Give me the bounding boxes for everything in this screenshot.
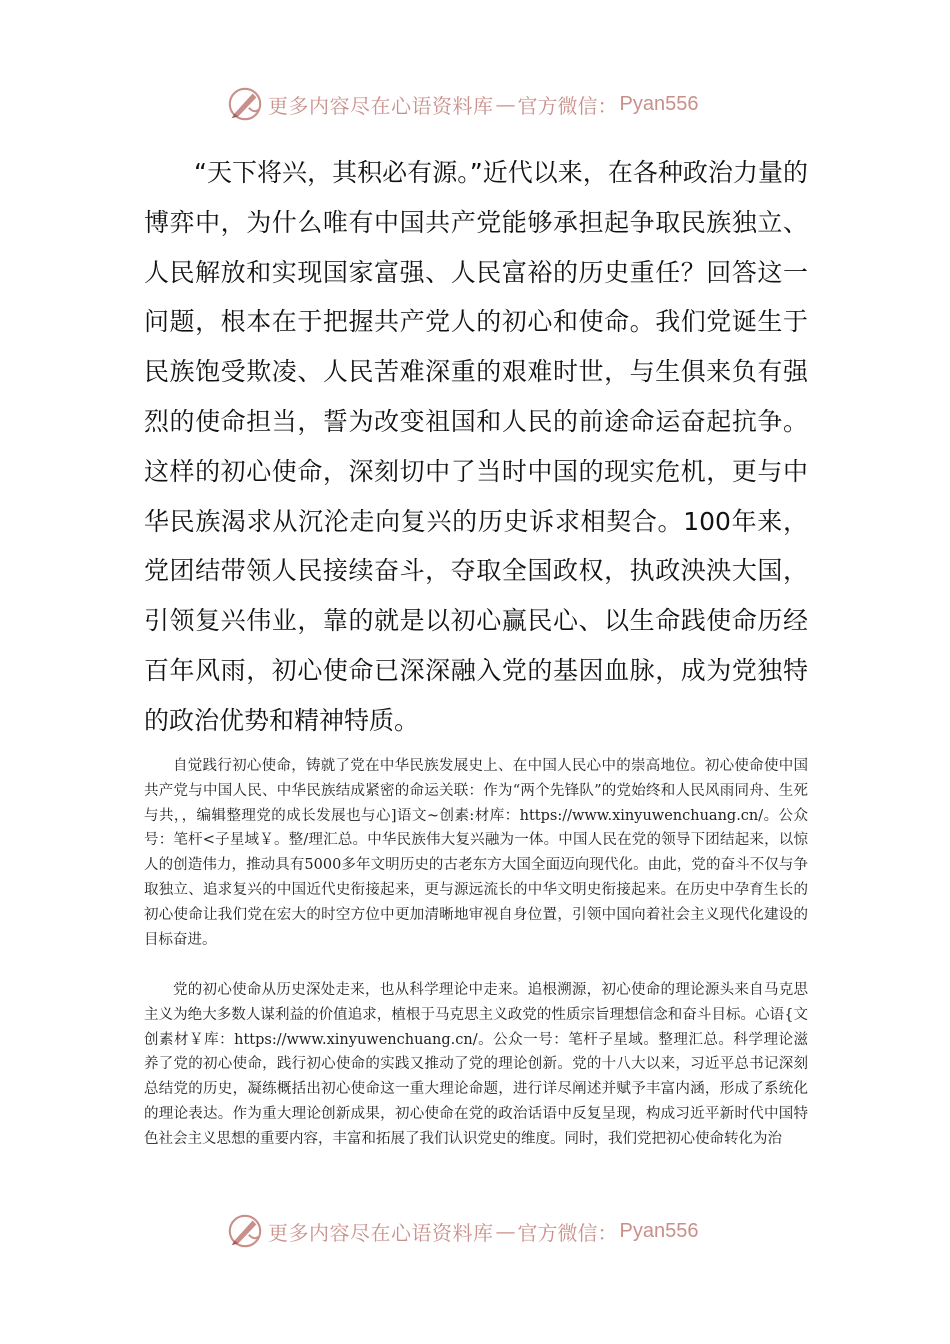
lead-paragraph: “天下将兴，其积必有源。”近代以来，在各种政治力量的博弈中，为什么唯有中国共产党能够承担起争取民族独立、人民解放和实现国家富强、人民富裕的历史重任？回答这一问题，根本在于把握共产党人的初心和使命。我们党诞生于民族饱受欺凌、人民苦难深重的艰难时世，与生俱来负有强烈的使命担当，誓为改变祖国和人民的前途命运奋起抗争。这样的初心使命，深刻切中了当时中国的现实危机，更与中华民族渴求从沉沦走向复兴的历史诉求相契合。100年来，党团结带领人民接续奋斗，夺取全国政权，执政泱泱大国，引领复兴伟业，靠的就是以初心赢民心、以生命践使命历经百年风雨，初心使命已深深融入党的基因血脉，成为党独特的政治优势和精神特质。 xyxy=(144,158,808,735)
body-paragraph: 党的初心使命从历史深处走来，也从科学理论中走来。追根溯源，初心使命的理论源头来自马克思主义为绝大多数人谋利益的价值追求，植根于马克思主义政党的性质宗旨理想信念和奋斗目标。心语{文创素材￥库：https://www.xinyuwenchuang.cn/。公众一号：笔杆子星域。整理汇总。科学理论滋养了党的初心使命，践行初心使命的实践又推动了党的理论创新。党的十八大以来，习近平总书记深刻总结党的历史，凝练概括出初心使命这一重大理论命题，进行详尽阐述并赋予丰富内涵，形成了系统化的理论表达。作为重大理论创新成果，初心使命在党的政治话语中反复呈现，构成习近平新时代中国特色社会主义思想的重要内容，丰富和拓展了我们认识党史的维度。同时，我们党把初心使命转化为治 xyxy=(144,982,808,1147)
watermark-wechat-label: 官方微信： xyxy=(517,1220,618,1245)
footer-watermark xyxy=(226,1211,698,1251)
watermark-wechat-label: 官方微信： xyxy=(517,93,618,118)
watermark-dash: — xyxy=(495,92,516,116)
pen-logo-icon xyxy=(226,1212,264,1250)
body-paragraph: 自觉践行初心使命，铸就了党在中华民族发展史上、在中国人民心中的崇高地位。初心使命使中国共产党与中国人民、中华民族结成紧密的命运关联：作为“两个先锋队”的党始终和人民风雨同舟、生死与共，，编辑整理党的成长发展也与心]语文~创素:材库：https://www.xinyuwenchuang.cn/。公众号：笔杆<子星域￥。整/理汇总。中华民族伟大复兴融为一体。中国人民在党的领导下团结起来，以惊人的创造伟力，推动具有5000多年文明历史的古老东方大国全面迈向现代化。由此，党的奋斗不仅与争取独立、追求复兴的中国近代史衔接起来，更与源远流长的中华文明史衔接起来。在历史中孕育生长的初心使命让我们党在宏大的时空方位中更加清晰地审视自身位置，引领中国向着社会主义现代化建设的目标奋进。 xyxy=(144,758,808,948)
watermark-wechat-id: Pyan556 xyxy=(619,1219,699,1242)
watermark-wechat-id: Pyan556 xyxy=(619,92,699,115)
watermark-site-text: 更多内容尽在心语资料库 xyxy=(268,93,494,118)
pen-logo-icon xyxy=(226,85,264,123)
header-watermark xyxy=(226,84,698,124)
watermark-dash: — xyxy=(495,1219,516,1243)
watermark-site-text: 更多内容尽在心语资料库 xyxy=(268,1220,494,1245)
